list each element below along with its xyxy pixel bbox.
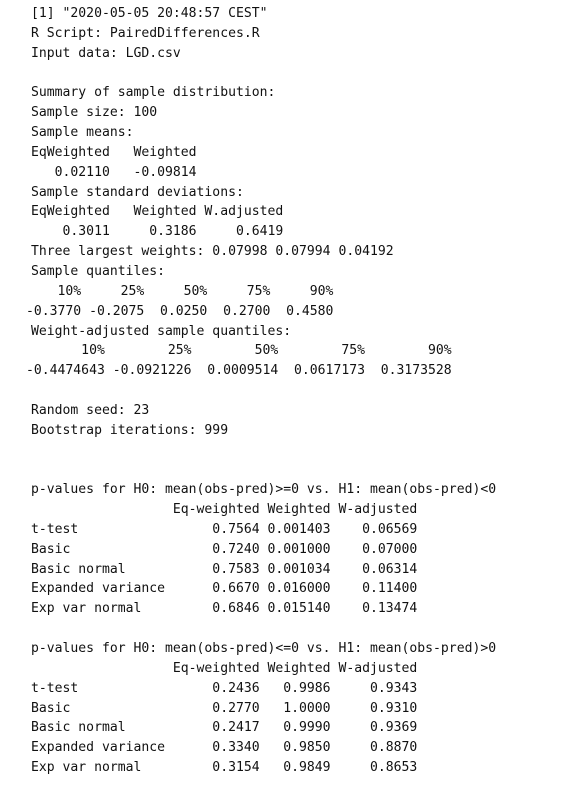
pvalues-lower-heading: p-values for H0: mean(obs-pred)>=0 vs. H1: mean(obs-pred)<0 (31, 482, 497, 498)
pvalues-lower-row-expanded-variance: Expanded variance 0.6670 0.016000 0.11400 (31, 581, 418, 597)
means-header-row: EqWeighted Weighted (31, 144, 197, 160)
pvalues-upper-row-t-test: t-test 0.2436 0.9986 0.9343 (31, 680, 418, 696)
pvalues-lower-row-exp-var-normal: Exp var normal 0.6846 0.015140 0.13474 (31, 601, 418, 617)
sample-size-line: Sample size: 100 (31, 105, 158, 121)
pvalues-lower-row-t-test: t-test 0.7564 0.001403 0.06569 (31, 521, 418, 537)
blank-line (31, 64, 496, 84)
blank-line (31, 460, 496, 480)
pvalues-lower-row-basic: Basic 0.7240 0.001000 0.07000 (31, 541, 418, 557)
bootstrap-iterations-line: Bootstrap iterations: 999 (31, 422, 229, 438)
sd-heading: Sample standard deviations: (31, 184, 244, 200)
timestamp-line: [1] "2020-05-05 20:48:57 CEST" (31, 6, 268, 21)
pvalues-upper-row-exp-var-normal: Exp var normal 0.3154 0.9849 0.8653 (31, 760, 418, 776)
means-heading: Sample means: (31, 125, 134, 141)
weight-adjusted-quantiles-heading: Weight-adjusted sample quantiles: (31, 323, 292, 339)
pvalues-upper-heading: p-values for H0: mean(obs-pred)<=0 vs. H1: mean(obs-pred)>0 (31, 641, 497, 656)
pvalues-upper-row-expanded-variance: Expanded variance 0.3340 0.9850 0.8870 (31, 740, 418, 756)
summary-heading: Summary of sample distribution: (31, 85, 276, 101)
blank-line (31, 441, 496, 461)
pvalues-upper-header-row: Eq-weighted Weighted W-adjusted (31, 660, 418, 676)
input-data-line: Input data: LGD.csv (31, 45, 181, 61)
blank-line (31, 381, 496, 401)
quantiles-heading: Sample quantiles: (31, 263, 166, 279)
weight-adjusted-quantiles-values-row: -0.4474643 -0.0921226 0.0009514 0.0617173 0.3173528 (26, 363, 452, 379)
quantiles-header-row: 10% 25% 50% 75% 90% (26, 283, 334, 299)
r-console-output (26, 4, 497, 778)
script-line: R Script: PairedDifferences.R (31, 25, 260, 41)
sd-header-row: EqWeighted Weighted W.adjusted (31, 204, 284, 220)
sd-values-row: 0.3011 0.3186 0.6419 (31, 224, 284, 240)
pvalues-upper-row-basic: Basic 0.2770 1.0000 0.9310 (31, 700, 418, 716)
blank-line (31, 619, 496, 639)
random-seed-line: Random seed: 23 (31, 402, 150, 418)
largest-weights-line: Three largest weights: 0.07998 0.07994 0.04192 (31, 244, 394, 260)
pvalues-upper-row-basic-normal: Basic normal 0.2417 0.9990 0.9369 (31, 720, 418, 736)
pvalues-lower-header-row: Eq-weighted Weighted W-adjusted (31, 502, 418, 518)
quantiles-values-row: -0.3770 -0.2075 0.0250 0.2700 0.4580 (26, 303, 334, 319)
weight-adjusted-quantiles-header-row: 10% 25% 50% 75% 90% (26, 343, 452, 359)
means-values-row: 0.02110 -0.09814 (31, 164, 197, 180)
pvalues-lower-row-basic-normal: Basic normal 0.7583 0.001034 0.06314 (31, 561, 418, 577)
